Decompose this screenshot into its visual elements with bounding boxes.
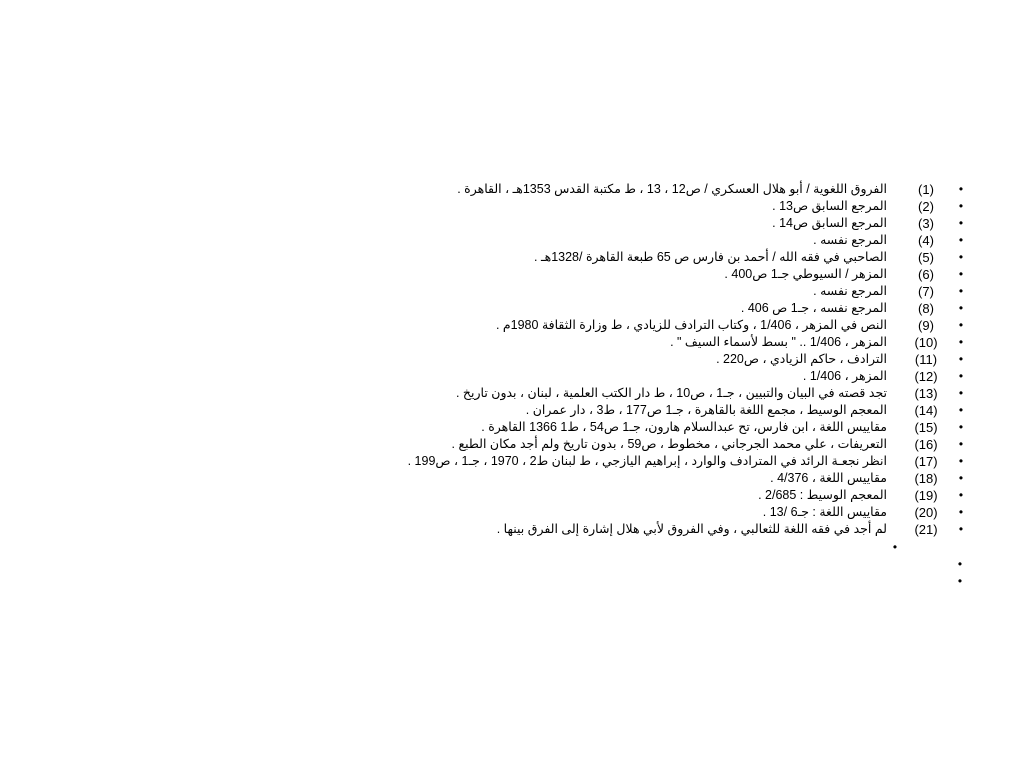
bullet-marker: •	[958, 454, 964, 468]
footnote-text: المرجع نفسه .	[813, 284, 887, 298]
footnote-item	[326, 487, 966, 504]
footnote-list	[326, 181, 966, 538]
footnote-item	[326, 198, 966, 215]
bullet-marker: •	[958, 267, 964, 281]
footnote-item	[326, 351, 966, 368]
footnote-item	[326, 436, 966, 453]
footnote-item	[326, 181, 966, 198]
footnote-text: المرجع نفسه .	[813, 233, 887, 247]
footnote-item	[326, 334, 966, 351]
footnote-text: مقاييس اللغة ، 4/376 .	[770, 471, 887, 485]
bullet-marker: •	[958, 199, 964, 213]
footnote-item	[326, 419, 966, 436]
footnote-text: تجد قصته في البيان والتبيين ، جـ1 ، ص10 ، ط دار الكتب العلمية ، لبنان ، بدون تاريخ .	[455, 386, 887, 400]
footnote-number: (1)	[918, 182, 934, 197]
footnote-text: المزهر ، 1/406 .. " بسط لأسماء السيف " .	[670, 335, 887, 349]
footnote-text: الصاحبي في فقه الله / أحمد بن فارس ص 65 طبعة القاهرة /1328هـ .	[534, 250, 887, 264]
footnote-number: (20)	[914, 505, 938, 520]
bullet-marker: •	[958, 335, 964, 349]
bullet-marker: •	[958, 505, 964, 519]
footnote-text: لم أجد في فقه اللغة للثعالبي ، وفي الفروق لأبي هلال إشارة إلى الفرق بينها .	[496, 522, 887, 536]
bullet-marker: •	[958, 437, 964, 451]
footnote-number: (4)	[918, 233, 934, 248]
footnote-number: (11)	[914, 352, 938, 367]
footnote-number: (3)	[918, 216, 934, 231]
footnote-item	[326, 453, 966, 470]
bullet-marker: •	[958, 471, 964, 485]
footnote-text: المعجم الوسيط ، مجمع اللغة بالقاهرة ، جـ1 ص177 ، ط3 ، دار عمران .	[525, 403, 887, 417]
footnote-text: انظر نجعـة الرائد في المترادف والوارد ، إبراهيم اليازجي ، ط لبنان ط2 ، 1970 ، جـ1 ، ص199 .	[407, 454, 887, 468]
footnote-item	[326, 385, 966, 402]
empty-bullet: •	[957, 557, 963, 571]
footnote-item	[326, 215, 966, 232]
footnote-item	[326, 521, 966, 538]
footnote-number: (16)	[914, 437, 938, 452]
footnote-number: (21)	[914, 522, 938, 537]
footnote-number: (9)	[918, 318, 934, 333]
footnote-number: (8)	[918, 301, 934, 316]
footnote-item	[326, 283, 966, 300]
footnote-item	[326, 317, 966, 334]
footnote-item	[326, 470, 966, 487]
bullet-marker: •	[958, 403, 964, 417]
footnote-text: المرجع السابق ص14 .	[772, 216, 887, 230]
footnote-number: (15)	[914, 420, 938, 435]
footnote-item	[326, 232, 966, 249]
footnote-number: (12)	[914, 369, 938, 384]
footnote-text: المرجع نفسه ، جـ1 ص 406 .	[740, 301, 887, 315]
footnote-text: مقاييس اللغة : جـ6 /13 .	[762, 505, 887, 519]
bullet-marker: •	[958, 369, 964, 383]
footnote-item	[326, 300, 966, 317]
bullet-marker: •	[958, 216, 964, 230]
bullet-marker: •	[958, 488, 964, 502]
bullet-marker: •	[958, 233, 964, 247]
footnote-number: (17)	[914, 454, 938, 469]
footnote-item	[326, 368, 966, 385]
footnote-item	[326, 402, 966, 419]
footnote-text: التعريفات ، علي محمد الجرجاني ، مخطوط ، ص59 ، بدون تاريخ ولم أجد مكان الطبع .	[451, 437, 887, 451]
bullet-marker: •	[958, 522, 964, 536]
footnote-number: (19)	[914, 488, 938, 503]
bullet-marker: •	[958, 352, 964, 366]
footnote-item	[326, 504, 966, 521]
footnote-number: (5)	[918, 250, 934, 265]
footnote-text: الفروق اللغوية / أبو هلال العسكري / ص12 ، 13 ، ط مكتبة القدس 1353هـ ، القاهرة .	[457, 182, 887, 196]
footnote-text: المزهر ، 1/406 .	[802, 369, 887, 383]
footnote-number: (18)	[914, 471, 938, 486]
footnote-item	[326, 266, 966, 283]
footnote-text: المزهر / السيوطي جـ1 ص400 .	[724, 267, 887, 281]
bullet-marker: •	[958, 284, 964, 298]
bullet-marker: •	[958, 301, 964, 315]
footnote-number: (7)	[918, 284, 934, 299]
empty-bullet: •	[892, 540, 898, 554]
footnote-text: المرجع السابق ص13 .	[772, 199, 887, 213]
bullet-marker: •	[958, 386, 964, 400]
bullet-marker: •	[958, 182, 964, 196]
footnote-item	[326, 249, 966, 266]
footnote-number: (13)	[914, 386, 938, 401]
footnote-number: (2)	[918, 199, 934, 214]
empty-bullet: •	[957, 574, 963, 588]
footnote-text: مقاييس اللغة ، ابن فارس، تح عبدالسلام هارون، جـ1 ص54 ، ط1 1366 القاهرة .	[481, 420, 887, 434]
bullet-marker: •	[958, 420, 964, 434]
footnote-number: (10)	[914, 335, 938, 350]
footnote-text: النص في المزهر ، 1/406 ، وكتاب الترادف للزيادي ، ط وزارة الثقافة 1980م .	[495, 318, 887, 332]
bullet-marker: •	[958, 318, 964, 332]
footnote-number: (6)	[918, 267, 934, 282]
footnote-number: (14)	[914, 403, 938, 418]
bullet-marker: •	[958, 250, 964, 264]
footnote-text: المعجم الوسيط : 2/685 .	[758, 488, 887, 502]
footnote-text: الترادف ، حاكم الزيادي ، ص220 .	[716, 352, 887, 366]
